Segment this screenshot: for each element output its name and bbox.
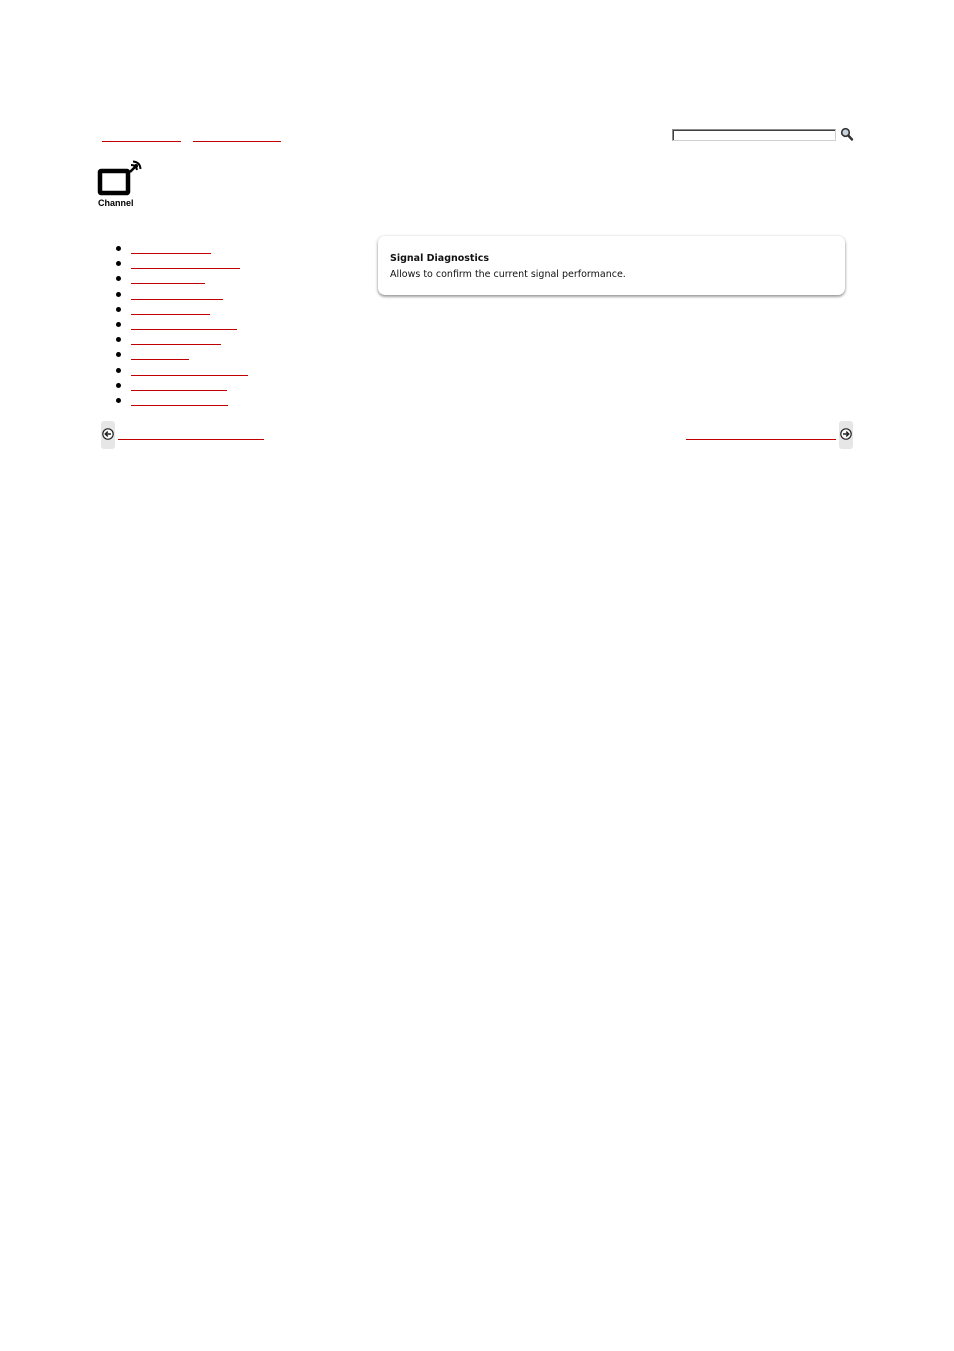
next-page-link[interactable]: [686, 428, 836, 440]
nav-link[interactable]: [131, 334, 221, 345]
nav-link[interactable]: [131, 258, 240, 269]
breadcrumb-parent-link[interactable]: [193, 130, 281, 142]
previous-page-link[interactable]: [118, 428, 264, 440]
search-icon: [840, 127, 854, 142]
nav-link[interactable]: [131, 380, 227, 391]
arrow-right-circle-icon: [840, 428, 852, 440]
breadcrumb-home-link[interactable]: [102, 130, 181, 142]
nav-link[interactable]: [131, 365, 248, 376]
section-label: Channel: [98, 198, 134, 208]
search-input[interactable]: [672, 129, 836, 141]
topic-card: [378, 236, 845, 295]
nav-link[interactable]: [131, 304, 210, 315]
arrow-left-circle-icon: [102, 428, 114, 440]
nav-link[interactable]: [131, 289, 223, 300]
next-page-button[interactable]: [839, 421, 853, 449]
card-description: Allows to confirm the current signal performance.: [390, 269, 626, 280]
nav-link[interactable]: [131, 349, 189, 360]
nav-link[interactable]: [131, 395, 228, 406]
nav-link[interactable]: [131, 243, 211, 254]
nav-link[interactable]: [131, 273, 205, 284]
card-title: Signal Diagnostics: [390, 253, 490, 264]
previous-page-button[interactable]: [101, 421, 115, 449]
search-button[interactable]: [840, 127, 854, 142]
nav-link[interactable]: [131, 319, 237, 330]
channel-icon: [96, 160, 142, 196]
